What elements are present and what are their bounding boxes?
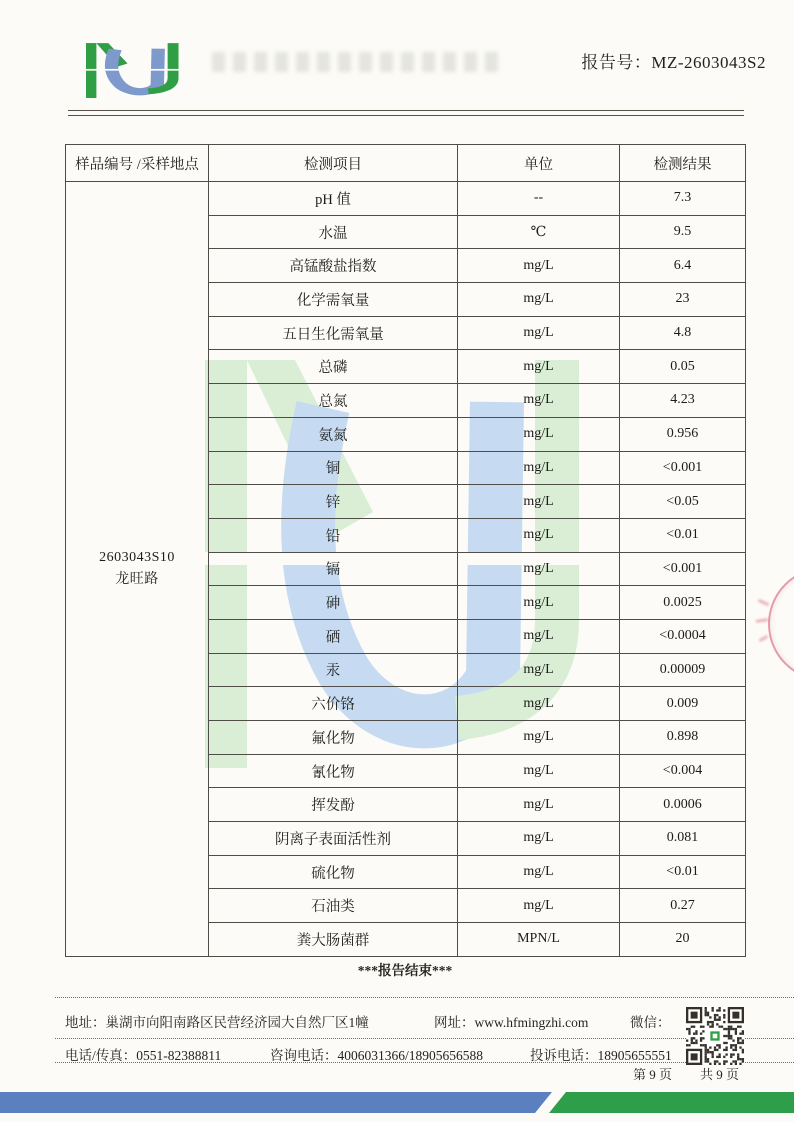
unit-cell: mg/L <box>458 687 620 721</box>
address-value: 巢湖市向阳南路区民营经济园大自然厂区1幢 <box>105 1015 369 1030</box>
result-cell: 7.3 <box>620 182 746 216</box>
report-number-label: 报告号： <box>581 53 652 72</box>
unit-cell: mg/L <box>458 653 620 687</box>
unit-cell: mg/L <box>458 754 620 788</box>
seal-stamp <box>768 567 794 681</box>
unit-cell: mg/L <box>458 788 620 822</box>
bottom-band-blue <box>0 1092 556 1113</box>
item-cell: 汞 <box>209 653 458 687</box>
results-table <box>65 144 746 957</box>
result-cell: 0.0006 <box>620 788 746 822</box>
result-cell: 0.898 <box>620 721 746 755</box>
col-header-unit: 单位 <box>458 145 620 182</box>
unit-cell: mg/L <box>458 451 620 485</box>
result-cell: 20 <box>620 923 746 957</box>
unit-cell: mg/L <box>458 384 620 418</box>
col-header-item: 检测项目 <box>209 145 458 182</box>
col-header-result: 检测结果 <box>620 145 746 182</box>
header-divider <box>68 110 744 116</box>
unit-cell: mg/L <box>458 283 620 317</box>
unit-cell: mg/L <box>458 822 620 856</box>
item-cell: 挥发酚 <box>209 788 458 822</box>
item-cell: 总磷 <box>209 350 458 384</box>
report-number-value: MZ-2603043S2 <box>651 53 766 72</box>
footer-divider-middle <box>55 1038 794 1039</box>
result-cell: 6.4 <box>620 249 746 283</box>
result-cell: 4.23 <box>620 384 746 418</box>
result-cell: 0.0025 <box>620 586 746 620</box>
item-cell: 氟化物 <box>209 721 458 755</box>
result-cell: 0.081 <box>620 822 746 856</box>
col-header-sample: 样品编号 /采样地点 <box>66 145 209 182</box>
sample-location: 龙旺路 <box>115 571 159 587</box>
unit-cell: mg/L <box>458 855 620 889</box>
item-cell: 水温 <box>209 215 458 249</box>
unit-cell: mg/L <box>458 721 620 755</box>
item-cell: 粪大肠菌群 <box>209 923 458 957</box>
item-cell: pH 值 <box>209 182 458 216</box>
result-cell: 23 <box>620 283 746 317</box>
item-cell: 氨氮 <box>209 417 458 451</box>
result-cell: 4.8 <box>620 316 746 350</box>
faded-header-print-artifact <box>212 52 502 72</box>
result-cell: 9.5 <box>620 215 746 249</box>
result-cell: <0.001 <box>620 451 746 485</box>
item-cell: 镉 <box>209 552 458 586</box>
unit-cell: mg/L <box>458 889 620 923</box>
table-row <box>66 182 746 216</box>
wechat-label: 微信： <box>630 1015 671 1030</box>
website-text <box>434 1011 588 1031</box>
result-cell: 0.27 <box>620 889 746 923</box>
unit-cell: -- <box>458 182 620 216</box>
result-cell: <0.01 <box>620 518 746 552</box>
item-cell: 阴离子表面活性剂 <box>209 822 458 856</box>
report-end-note: ***报告结束*** <box>357 963 453 978</box>
table-header-row <box>66 145 746 182</box>
complaint-phone-label: 投诉电话： <box>530 1048 598 1063</box>
unit-cell: mg/L <box>458 552 620 586</box>
result-cell: <0.001 <box>620 552 746 586</box>
unit-cell: mg/L <box>458 619 620 653</box>
item-cell: 氰化物 <box>209 754 458 788</box>
unit-cell: mg/L <box>458 586 620 620</box>
hotline-label: 咨询电话： <box>270 1048 338 1063</box>
item-cell: 六价铬 <box>209 687 458 721</box>
hotline-text <box>270 1044 483 1064</box>
item-cell: 硒 <box>209 619 458 653</box>
unit-cell: MPN/L <box>458 923 620 957</box>
address-text <box>65 1011 369 1031</box>
unit-cell: ℃ <box>458 215 620 249</box>
item-cell: 铅 <box>209 518 458 552</box>
wechat-qr-code <box>686 1007 744 1065</box>
sample-code: 2603043S10 <box>99 549 175 565</box>
unit-cell: mg/L <box>458 249 620 283</box>
phone-fax-text <box>65 1044 221 1064</box>
item-cell: 总氮 <box>209 384 458 418</box>
phone-fax-label: 电话/传真： <box>65 1048 137 1063</box>
result-cell: <0.01 <box>620 855 746 889</box>
sample-cell <box>66 182 209 957</box>
item-cell: 化学需氧量 <box>209 283 458 317</box>
complaint-phone-text <box>530 1044 672 1064</box>
current-page: 第 9 页 <box>633 1067 673 1082</box>
company-logo-icon <box>86 42 180 98</box>
unit-cell: mg/L <box>458 485 620 519</box>
result-cell: <0.0004 <box>620 619 746 653</box>
item-cell: 石油类 <box>209 889 458 923</box>
unit-cell: mg/L <box>458 417 620 451</box>
unit-cell: mg/L <box>458 518 620 552</box>
item-cell: 锌 <box>209 485 458 519</box>
total-pages: 共 9 页 <box>700 1067 740 1082</box>
result-cell: 0.009 <box>620 687 746 721</box>
unit-cell: mg/L <box>458 316 620 350</box>
phone-fax-value: 0551-82388811 <box>136 1048 222 1063</box>
website-value: www.hfmingzhi.com <box>474 1015 589 1030</box>
result-cell: <0.004 <box>620 754 746 788</box>
result-cell: 0.956 <box>620 417 746 451</box>
item-cell: 高锰酸盐指数 <box>209 249 458 283</box>
item-cell: 砷 <box>209 586 458 620</box>
result-cell: <0.05 <box>620 485 746 519</box>
complaint-phone-value: 18905655551 <box>597 1048 672 1063</box>
result-cell: 0.05 <box>620 350 746 384</box>
result-cell: 0.00009 <box>620 653 746 687</box>
website-label: 网址： <box>434 1015 475 1030</box>
report-number <box>581 48 766 73</box>
item-cell: 铜 <box>209 451 458 485</box>
address-label: 地址： <box>65 1015 106 1030</box>
item-cell: 五日生化需氧量 <box>209 316 458 350</box>
footer-divider-top <box>55 997 794 998</box>
unit-cell: mg/L <box>458 350 620 384</box>
item-cell: 硫化物 <box>209 855 458 889</box>
hotline-value: 4006031366/18905656588 <box>337 1048 484 1063</box>
